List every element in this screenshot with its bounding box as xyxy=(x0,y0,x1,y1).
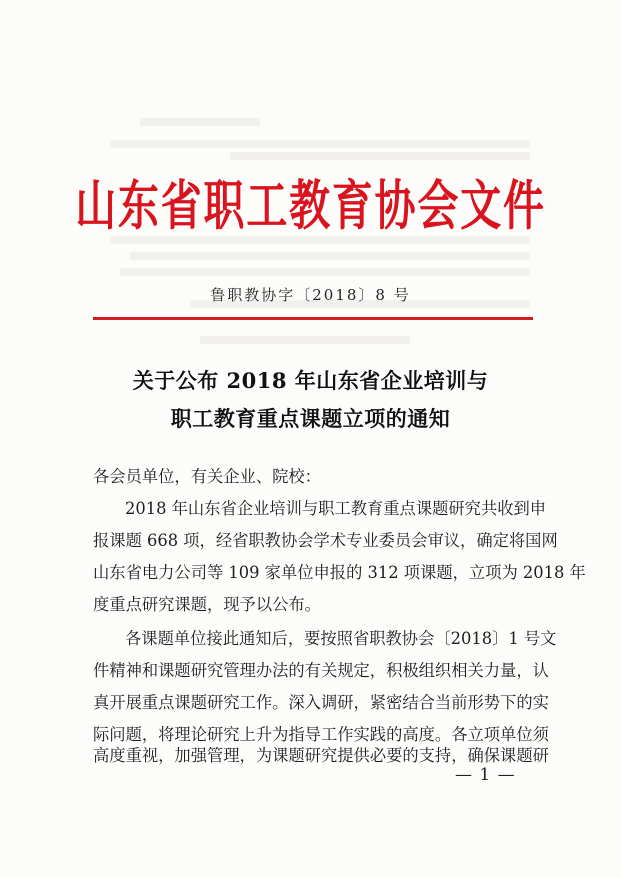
salutation: 各会员单位，有关企业、院校： xyxy=(93,467,321,486)
bleed-through-line xyxy=(130,252,530,260)
organization-header-title: 山东省职工教育协会文件 xyxy=(75,175,546,238)
paragraph-2-line: 真开展重点课题研究工作。深入调研，紧密结合当前形势下的实 xyxy=(93,693,549,712)
bleed-through-line xyxy=(110,140,530,148)
paragraph-2-line: 件精神和课题研究管理办法的有关规定，积极组织相关力量，认 xyxy=(93,661,549,680)
red-divider-line xyxy=(93,317,533,320)
paragraph-1-line: 2018 年山东省企业培训与职工教育重点课题研究共收到申 xyxy=(125,499,547,518)
paragraph-1-line: 山东省电力公司等 109 家单位申报的 312 项课题，立项为 2018 年 xyxy=(93,563,586,582)
bleed-through-line xyxy=(120,268,530,276)
paragraph-1-line: 度重点研究课题，现予以公布。 xyxy=(93,595,321,614)
notice-title-line-2: 职工教育重点课题立项的通知 xyxy=(170,406,451,431)
paragraph-2-line: 各课题单位接此通知后，要按照省职教协会〔2018〕1 号文 xyxy=(125,629,557,648)
document-number: 鲁职教协字〔2018〕8 号 xyxy=(210,286,411,304)
page-number: — 1 — xyxy=(455,765,516,785)
bleed-through-line xyxy=(200,336,410,344)
notice-title-line-1: 关于公布 2018 年山东省企业培训与 xyxy=(132,368,489,393)
paragraph-1-line: 报课题 668 项，经省职教协会学术专业委员会审议，确定将国网 xyxy=(93,531,558,550)
paragraph-2-line: 高度重视，加强管理，为课题研究提供必要的支持，确保课题研 xyxy=(93,746,549,765)
bleed-through-line xyxy=(230,152,530,160)
paragraph-2-line: 际问题，将理论研究上升为指导工作实践的高度。各立项单位须 xyxy=(93,725,549,744)
bleed-through-line xyxy=(140,118,260,126)
